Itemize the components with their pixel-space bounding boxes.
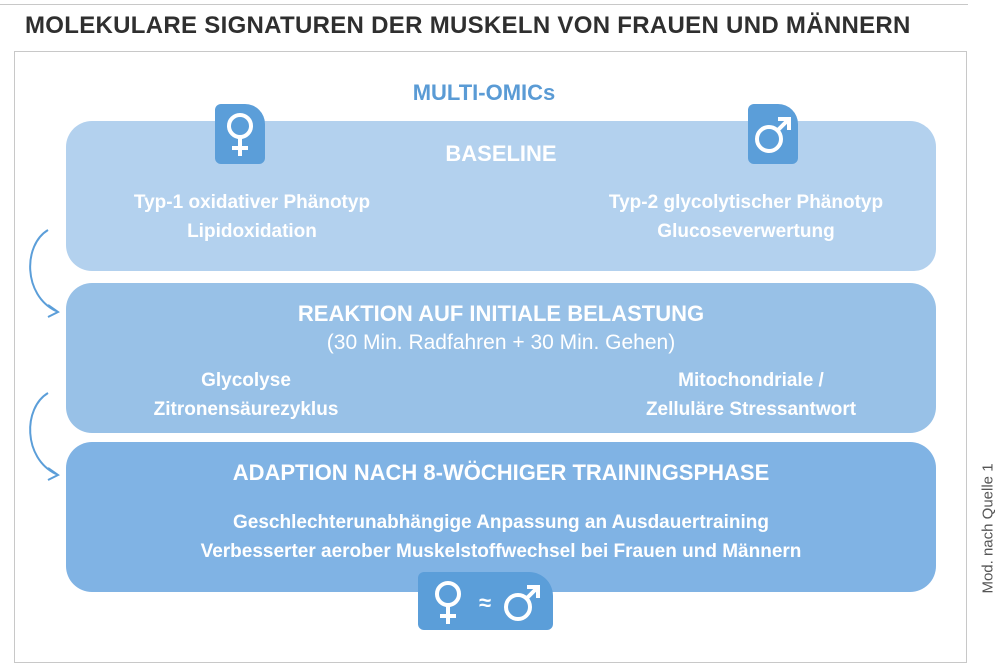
reaction-subtitle: (30 Min. Radfahren + 30 Min. Gehen) [326,331,676,354]
female-approx-male-badge [418,572,553,630]
source-note [978,420,998,660]
top-rule [0,4,968,5]
reaction-left-line: Zitronensäurezyklus [153,399,339,420]
flow-arrow-1 [18,225,68,320]
reaction-left-line: Glycolyse [201,370,291,391]
baseline-female-text [102,188,402,246]
female-symbol-icon [437,583,459,624]
baseline-panel [66,121,936,271]
baseline-female-line: Typ-1 oxidativer Phänotyp [133,192,371,213]
adaption-text [66,508,936,566]
adaption-line: Verbesserter aerober Muskelstoffwechsel bei Frauen und Männern [200,541,802,562]
baseline-female-line: Lipidoxidation [187,221,317,242]
multi-omics-label: MULTI-OMICs [412,80,556,105]
approx-sign: ≈ [478,590,492,615]
female-symbol-icon [215,104,265,164]
baseline-male-line: Glucoseverwertung [657,221,835,242]
reaction-left-text [126,366,366,424]
male-symbol-icon [748,104,798,164]
adaption-title: ADAPTION NACH 8-WÖCHIGER TRAININGSPHASE [232,460,770,485]
reaction-right-line: Mitochondriale / [678,370,824,391]
adaption-line: Geschlechterunabhängige Anpassung an Ausdauertraining [233,512,769,533]
reaction-right-line: Zelluläre Stressantwort [645,399,857,420]
baseline-male-text [586,188,906,246]
baseline-title: BASELINE [445,141,557,166]
adaption-panel [66,442,936,592]
source-text: Mod. nach Quelle 1 [979,463,997,594]
baseline-male-line: Typ-2 glycolytischer Phänotyp [608,192,884,213]
reaction-title: REAKTION AUF INITIALE BELASTUNG [297,301,705,326]
reaction-panel [66,283,936,433]
flow-arrow-2 [18,388,68,483]
male-symbol-icon [506,587,538,619]
reaction-right-text [606,366,896,424]
page-title: MOLEKULARE SIGNATUREN DER MUSKELN VON FRAUEN UND MÄNNERN [25,12,911,39]
